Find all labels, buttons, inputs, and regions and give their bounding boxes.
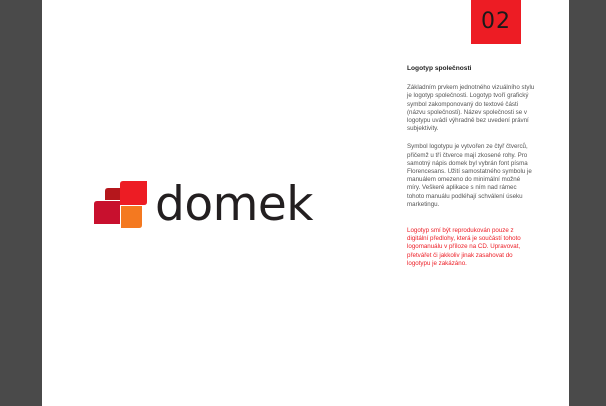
logo-symbol-icon xyxy=(94,181,154,231)
logo-square-top xyxy=(120,181,147,205)
section-heading: Logotyp společnosti xyxy=(407,65,472,72)
manual-page xyxy=(42,0,569,406)
paragraph-intro: Základním prvkem jednotného vizuálního stylu je logotyp společnosti. Logotyp tvoří grafický symbol zakomponovaný do textové části (názvu společnosti). Název společnosti se v logotypu uvádí výhradně bez uvedení právní subjektivity. xyxy=(407,84,535,133)
page-number-badge: 02 xyxy=(471,0,521,44)
logo-wordmark: domek xyxy=(155,177,314,232)
paragraph-warning: Logotyp smí být reprodukován pouze z digitální předlohy, která je součástí tohoto logomanuálu v příloze na CD. Upravovat, přetvářet či jakkoliv jinak zasahovat do logotypu je zakázáno. xyxy=(407,227,521,267)
logo-square-left-small xyxy=(105,188,120,200)
logo-square-left xyxy=(94,201,120,224)
domek-logo xyxy=(94,177,334,232)
logo-square-orange xyxy=(121,206,142,228)
paragraph-symbol: Symbol logotypu je vytvořen ze čtyř čtverců, přičemž u tří čtverce mají zkosené rohy. Pro samotný nápis domek byl vybrán font písma Florencesans. Užití samostatného symbolu je manuálem omezeno do minimální možné míry. Veškeré aplikace s ním nad rámec tohoto manuálu podléhají schválení úseku marketingu. xyxy=(407,143,532,208)
text-column xyxy=(407,65,535,278)
